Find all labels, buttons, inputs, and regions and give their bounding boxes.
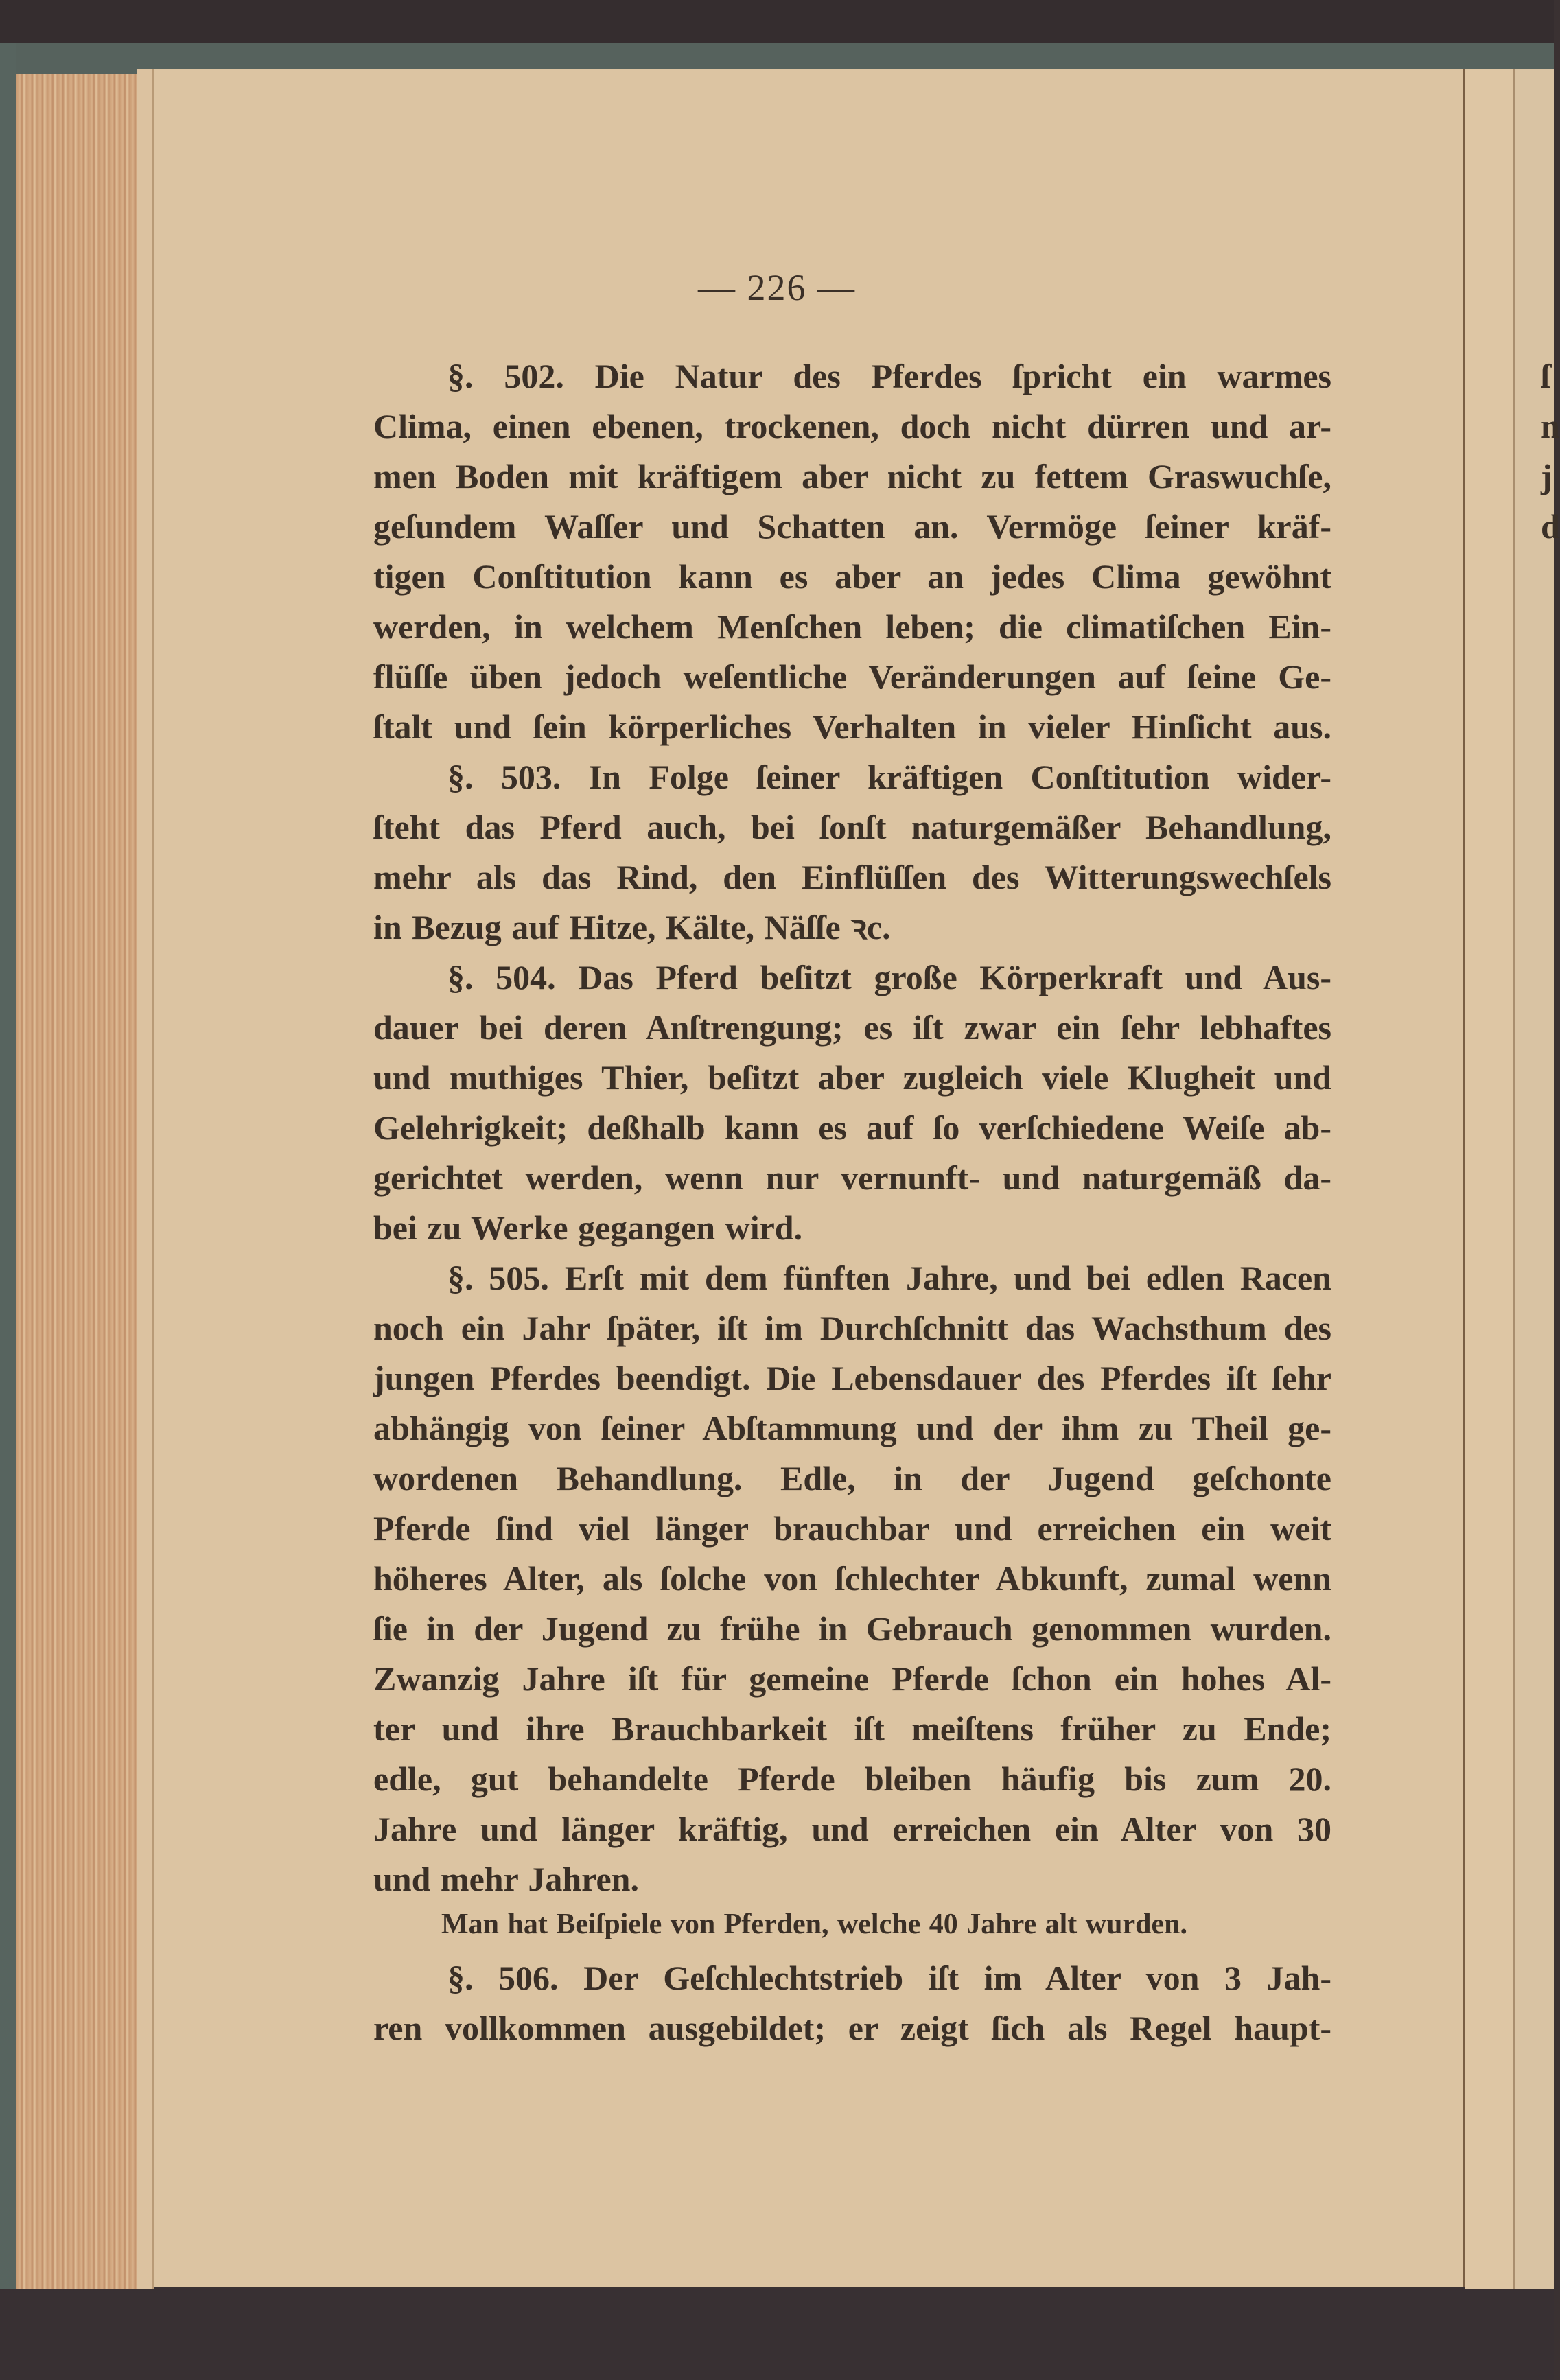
page-number: — 226 — [698,267,856,308]
text-line: und muthiges Thier, beſitzt aber zugleich viele Klugheit und [373,1058,1331,1097]
text-line: geſundem Waſſer und Schatten an. Vermöge ſeiner kräf- [373,506,1331,546]
facing-page-text-fragment: d [1541,506,1560,546]
text-line: Gelehrigkeit; deßhalb kann es auf ſo verſchiedene Weiſe ab- [373,1108,1331,1147]
facing-page-text-fragment: ſ [1541,356,1550,395]
scanner-background-top [0,0,1554,43]
text-line: ſteht das Pferd auch, bei ſonſt naturgemäßer Behandlung, [373,807,1331,846]
text-line: Clima, einen ebenen, trockenen, doch nicht dürren und ar- [373,406,1331,445]
facing-page-text-fragment: j [1541,456,1552,495]
text-line: Zwanzig Jahre iſt für gemeine Pferde ſchon ein hohes Al- [373,1659,1331,1698]
text-line: jungen Pferdes beendigt. Die Lebensdauer des Pferdes iſt ſehr [373,1358,1331,1397]
text-line: ſtalt und ſein körperliches Verhalten in vieler Hinſicht aus. [373,707,1331,746]
footnote: Man hat Beiſpiele von Pferden, welche 40 Jahre alt wurden. [441,1908,1187,1940]
section-heading-line: §. 502. Die Natur des Pferdes ſpricht ein warmes [447,356,1331,395]
section-heading-line: §. 506. Der Geſchlechtstrieb iſt im Alter von 3 Jah- [447,1958,1331,1997]
text-line: edle, gut behandelte Pferde bleiben häufig bis zum 20. [373,1759,1331,1798]
text-line: dauer bei deren Anſtrengung; es iſt zwar ein ſehr lebhaftes [373,1007,1331,1047]
gutter-fold [1465,69,1515,2292]
text-line: wordenen Behandlung. Edle, in der Jugend geſchonte [373,1458,1331,1497]
text-line: in Bezug auf Hitze, Kälte, Näſſe ꝛc. [373,907,891,946]
stacked-page-edges [16,74,154,2291]
book-cover-edge-left [0,43,16,2307]
text-line: höheres Alter, als ſolche von ſchlechter Abkunft, zumal wenn [373,1559,1331,1598]
section-heading-line: §. 504. Das Pferd beſitzt große Körperkraft und Aus- [447,957,1331,996]
text-line: ſie in der Jugend zu frühe in Gebrauch genommen wurden. [373,1609,1331,1648]
text-line: tigen Conſtitution kann es aber an jedes Clima gewöhnt [373,557,1331,596]
text-line: bei zu Werke gegangen wird. [373,1208,803,1247]
text-line: ren vollkommen ausgebildet; er zeigt ſich als Regel haupt- [373,2008,1331,2047]
text-line: Jahre und länger kräftig, und erreichen ein Alter von 30 [373,1809,1331,1848]
text-line: noch ein Jahr ſpäter, iſt im Durchſchnitt das Wachsthum des [373,1308,1331,1347]
facing-page-sliver [1515,69,1560,2296]
facing-page-text-fragment: n [1541,406,1560,445]
text-line: abhängig von ſeiner Abſtammung und der ihm zu Theil ge- [373,1408,1331,1447]
page-edge [137,69,154,2292]
text-line: und mehr Jahren. [373,1859,639,1898]
text-line: gerichtet werden, wenn nur vernunft- und naturgemäß da- [373,1158,1331,1197]
text-line: Pferde ſind viel länger brauchbar und erreichen ein weit [373,1508,1331,1548]
text-line: mehr als das Rind, den Einflüſſen des Witterungswechſels [373,857,1331,896]
text-line: men Boden mit kräftigem aber nicht zu fettem Graswuchſe, [373,456,1331,495]
text-line: ter und ihre Brauchbarkeit iſt meiſtens früher zu Ende; [373,1709,1331,1748]
section-heading-line: §. 503. In Folge ſeiner kräftigen Conſtitution wider- [447,757,1331,796]
section-heading-line: §. 505. Erſt mit dem fünften Jahre, und bei edlen Racen [447,1258,1331,1297]
text-line: flüſſe üben jedoch weſentliche Veränderungen auf ſeine Ge- [373,657,1331,696]
scanner-background-bottom [0,2289,1554,2380]
text-line: werden, in welchem Menſchen leben; die climatiſchen Ein- [373,607,1331,646]
